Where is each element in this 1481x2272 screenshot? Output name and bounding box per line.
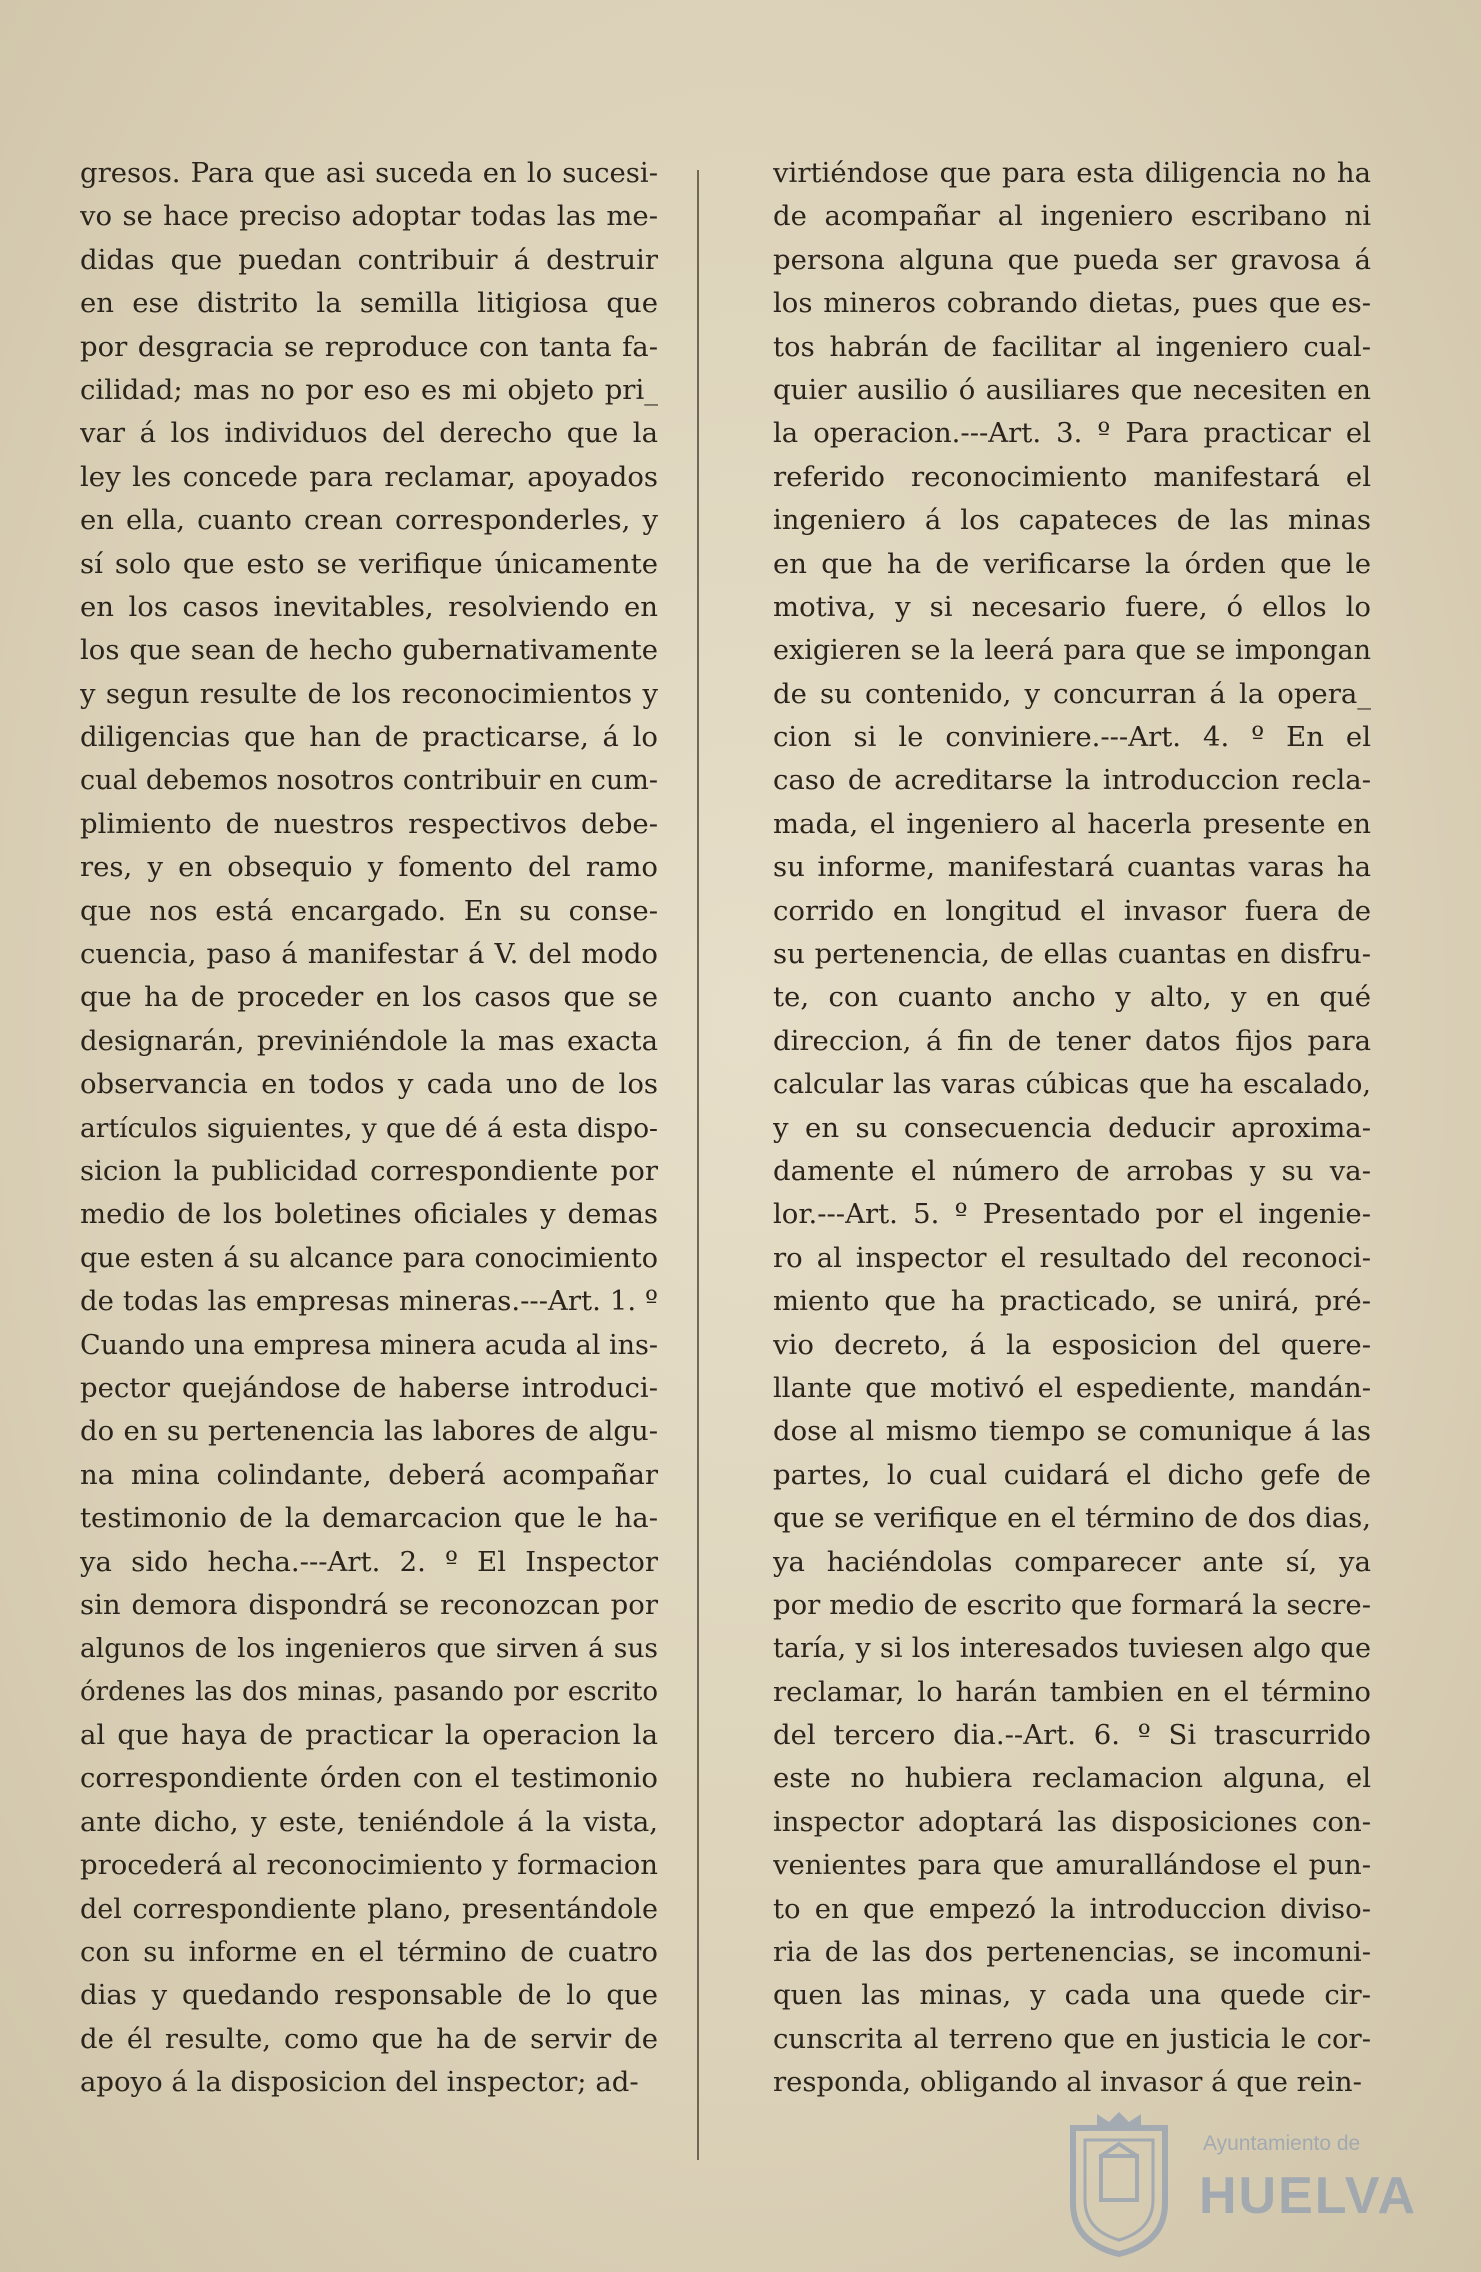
left-column-line: que esten á su alcance para conocimiento	[80, 1242, 658, 1274]
left-column-line: cuencia, paso á manifestar á V. del modo	[80, 938, 658, 971]
right-column-line: por medio de escrito que formará la secre-	[773, 1588, 1371, 1621]
left-column-line: dias y quedando responsable de lo que	[80, 1979, 658, 2012]
right-column-line: lor.---Art. 5. º Presentado por el ingenie-	[773, 1198, 1371, 1231]
right-column-line: persona alguna que pueda ser gravosa á	[773, 243, 1371, 276]
left-column-line: ya sido hecha.---Art. 2. º El Inspector	[80, 1545, 658, 1578]
right-column-line: damente el número de arrobas y su va-	[773, 1154, 1371, 1187]
right-column-line: ingeniero á los capateces de las minas	[773, 504, 1371, 537]
watermark-city: HUELVA	[1199, 2167, 1418, 2225]
right-column-line: mada, el ingeniero al hacerla presente en	[773, 807, 1371, 840]
column-divider	[697, 170, 699, 2160]
left-column-line: pector quejándose de haberse introduci-	[80, 1371, 658, 1404]
left-column-line: los que sean de hecho gubernativamente	[80, 634, 658, 667]
right-column-line: motiva, y si necesario fuere, ó ellos lo	[773, 590, 1371, 623]
right-text-column	[773, 152, 1371, 2105]
left-column-line: que nos está encargado. En su conse-	[80, 894, 658, 927]
right-column-line: ya haciéndolas comparecer ante sí, ya	[773, 1545, 1371, 1578]
left-column-line: var á los individuos del derecho que la	[80, 417, 658, 450]
watermark-organization: Ayuntamiento de	[1203, 2132, 1361, 2155]
left-column-line: ley les concede para reclamar, apoyados	[80, 460, 658, 493]
right-column-line: los mineros cobrando dietas, pues que es-	[773, 287, 1371, 320]
left-column-line: testimonio de la demarcacion que le ha-	[80, 1502, 658, 1535]
right-column-line: ro al inspector el resultado del reconoci-	[773, 1241, 1371, 1274]
left-column-line: res, y en obsequio y fomento del ramo	[80, 851, 658, 884]
left-column-line: sí solo que esto se verifique únicamente	[80, 547, 658, 580]
left-column-line: artículos siguientes, y que dé á esta dispo-	[80, 1112, 658, 1144]
right-column-line: caso de acreditarse la introduccion recla-	[773, 764, 1371, 797]
right-column-line: corrido en longitud el invasor fuera de	[773, 894, 1371, 927]
right-column-line: exigieren se la leerá para que se impongan	[773, 635, 1371, 667]
left-column-line: y segun resulte de los reconocimientos y	[80, 677, 658, 710]
right-column-line: venientes para que amurallándose el pun-	[773, 1849, 1371, 1882]
left-column-line: que ha de proceder en los casos que se	[80, 981, 658, 1014]
right-column-line: virtiéndose que para esta diligencia no ha	[773, 157, 1371, 189]
left-column-line: cual debemos nosotros contribuir en cum-	[80, 765, 658, 797]
right-column-line: cion si le conviniere.---Art. 4. º En el	[773, 721, 1371, 754]
left-column-line: algunos de los ingenieros que sirven á sus	[80, 1633, 658, 1665]
right-column-line: su informe, manifestará cuantas varas ha	[773, 851, 1371, 884]
right-column-line: la operacion.---Art. 3. º Para practicar el	[773, 417, 1371, 450]
left-column-line: órdenes las dos minas, pasando por escrito	[80, 1676, 658, 1707]
left-column-line: por desgracia se reproduce con tanta fa-	[80, 330, 658, 363]
right-column-line: llante que motivó el espediente, mandán-	[773, 1371, 1371, 1404]
right-column-line: que se verifique en el término de dos dias,	[773, 1502, 1371, 1535]
left-column-line: vo se hace preciso adoptar todas las me-	[80, 200, 658, 233]
left-column-line: Cuando una empresa minera acuda al ins-	[80, 1329, 658, 1361]
left-column-line: plimiento de nuestros respectivos debe-	[80, 807, 658, 840]
left-column-line: de todas las empresas mineras.---Art. 1. º	[80, 1285, 658, 1318]
right-column-line: ria de las dos pertenencias, se incomuni-	[773, 1936, 1371, 1969]
left-column-line: correspondiente órden con el testimonio	[80, 1762, 658, 1795]
right-column-line: tos habrán de facilitar al ingeniero cual-	[773, 330, 1371, 363]
right-column-line: te, con cuanto ancho y alto, y en qué	[773, 981, 1371, 1014]
watermark-stamp	[1063, 2108, 1418, 2258]
right-column-line: cunscrita al terreno que en justicia le cor-	[773, 2022, 1371, 2055]
left-column-line: ante dicho, y este, teniéndole á la vista,	[80, 1805, 658, 1838]
left-column-line: diligencias que han de practicarse, á lo	[80, 721, 658, 754]
right-column-line: partes, lo cual cuidará el dicho gefe de	[773, 1458, 1371, 1491]
left-column-line: gresos. Para que asi suceda en lo sucesi-	[80, 157, 658, 189]
left-column-line: observancia en todos y cada uno de los	[80, 1068, 658, 1101]
right-column-line: reclamar, lo harán tambien en el término	[773, 1675, 1371, 1708]
right-column-line: inspector adoptará las disposiciones con-	[773, 1805, 1371, 1838]
left-column-line: sin demora dispondrá se reconozcan por	[80, 1588, 658, 1621]
left-column-line: en ella, cuanto crean corresponderles, y	[80, 504, 658, 537]
right-column-line: responda, obligando al invasor á que rein-	[773, 2066, 1362, 2099]
left-column-line: cilidad; mas no por eso es mi objeto pri_	[80, 373, 658, 406]
left-column-line: con su informe en el término de cuatro	[80, 1936, 658, 1969]
right-column-line: este no hubiera reclamacion alguna, el	[773, 1762, 1371, 1795]
left-column-line: en ese distrito la semilla litigiosa que	[80, 287, 658, 320]
right-column-line: de acompañar al ingeniero escribano ni	[773, 200, 1371, 233]
right-column-line: y en su consecuencia deducir aproxima-	[773, 1111, 1371, 1144]
right-column-line: quen las minas, y cada una quede cir-	[773, 1979, 1371, 2012]
right-column-line: en que ha de verificarse la órden que le	[773, 547, 1371, 580]
right-column-line: su pertenencia, de ellas cuantas en disfru-	[773, 938, 1371, 971]
left-column-line: do en su pertenencia las labores de algu-	[80, 1415, 658, 1448]
right-column-line: direccion, á fin de tener datos fijos para	[773, 1024, 1371, 1057]
right-column-line: calcular las varas cúbicas que ha escalado,	[773, 1069, 1371, 1101]
right-column-line: del tercero dia.--Art. 6. º Si trascurrido	[773, 1719, 1371, 1752]
right-column-line: to en que empezó la introduccion diviso-	[773, 1892, 1371, 1925]
left-column-line: de él resulte, como que ha de servir de	[80, 2022, 658, 2055]
right-column-line: vio decreto, á la esposicion del quere-	[773, 1328, 1371, 1361]
left-column-line: medio de los boletines oficiales y demas	[80, 1198, 658, 1231]
right-column-line: quier ausilio ó ausiliares que necesiten en	[773, 373, 1371, 406]
left-column-line: en los casos inevitables, resolviendo en	[80, 590, 658, 623]
right-column-line: miento que ha practicado, se unirá, pré-	[773, 1285, 1371, 1318]
left-text-column	[80, 152, 658, 2105]
left-column-line: procederá al reconocimiento y formacion	[80, 1849, 658, 1882]
left-column-line: designarán, previniéndole la mas exacta	[80, 1024, 658, 1057]
left-column-line: sicion la publicidad correspondiente por	[80, 1154, 658, 1187]
left-column-line: del correspondiente plano, presentándole	[80, 1893, 658, 1925]
coat-of-arms-icon	[1063, 2108, 1175, 2258]
right-column-line: taría, y si los interesados tuviesen algo que	[773, 1633, 1371, 1665]
right-column-line: referido reconocimiento manifestará el	[773, 460, 1371, 493]
right-column-line: dose al mismo tiempo se comunique á las	[773, 1415, 1371, 1448]
left-column-line: al que haya de practicar la operacion la	[80, 1719, 658, 1752]
right-column-line: de su contenido, y concurran á la opera_	[773, 677, 1371, 710]
left-column-line: na mina colindante, deberá acompañar	[80, 1458, 658, 1491]
left-column-line: didas que puedan contribuir á destruir	[80, 243, 658, 276]
left-column-line: apoyo á la disposicion del inspector; ad-	[80, 2066, 639, 2099]
